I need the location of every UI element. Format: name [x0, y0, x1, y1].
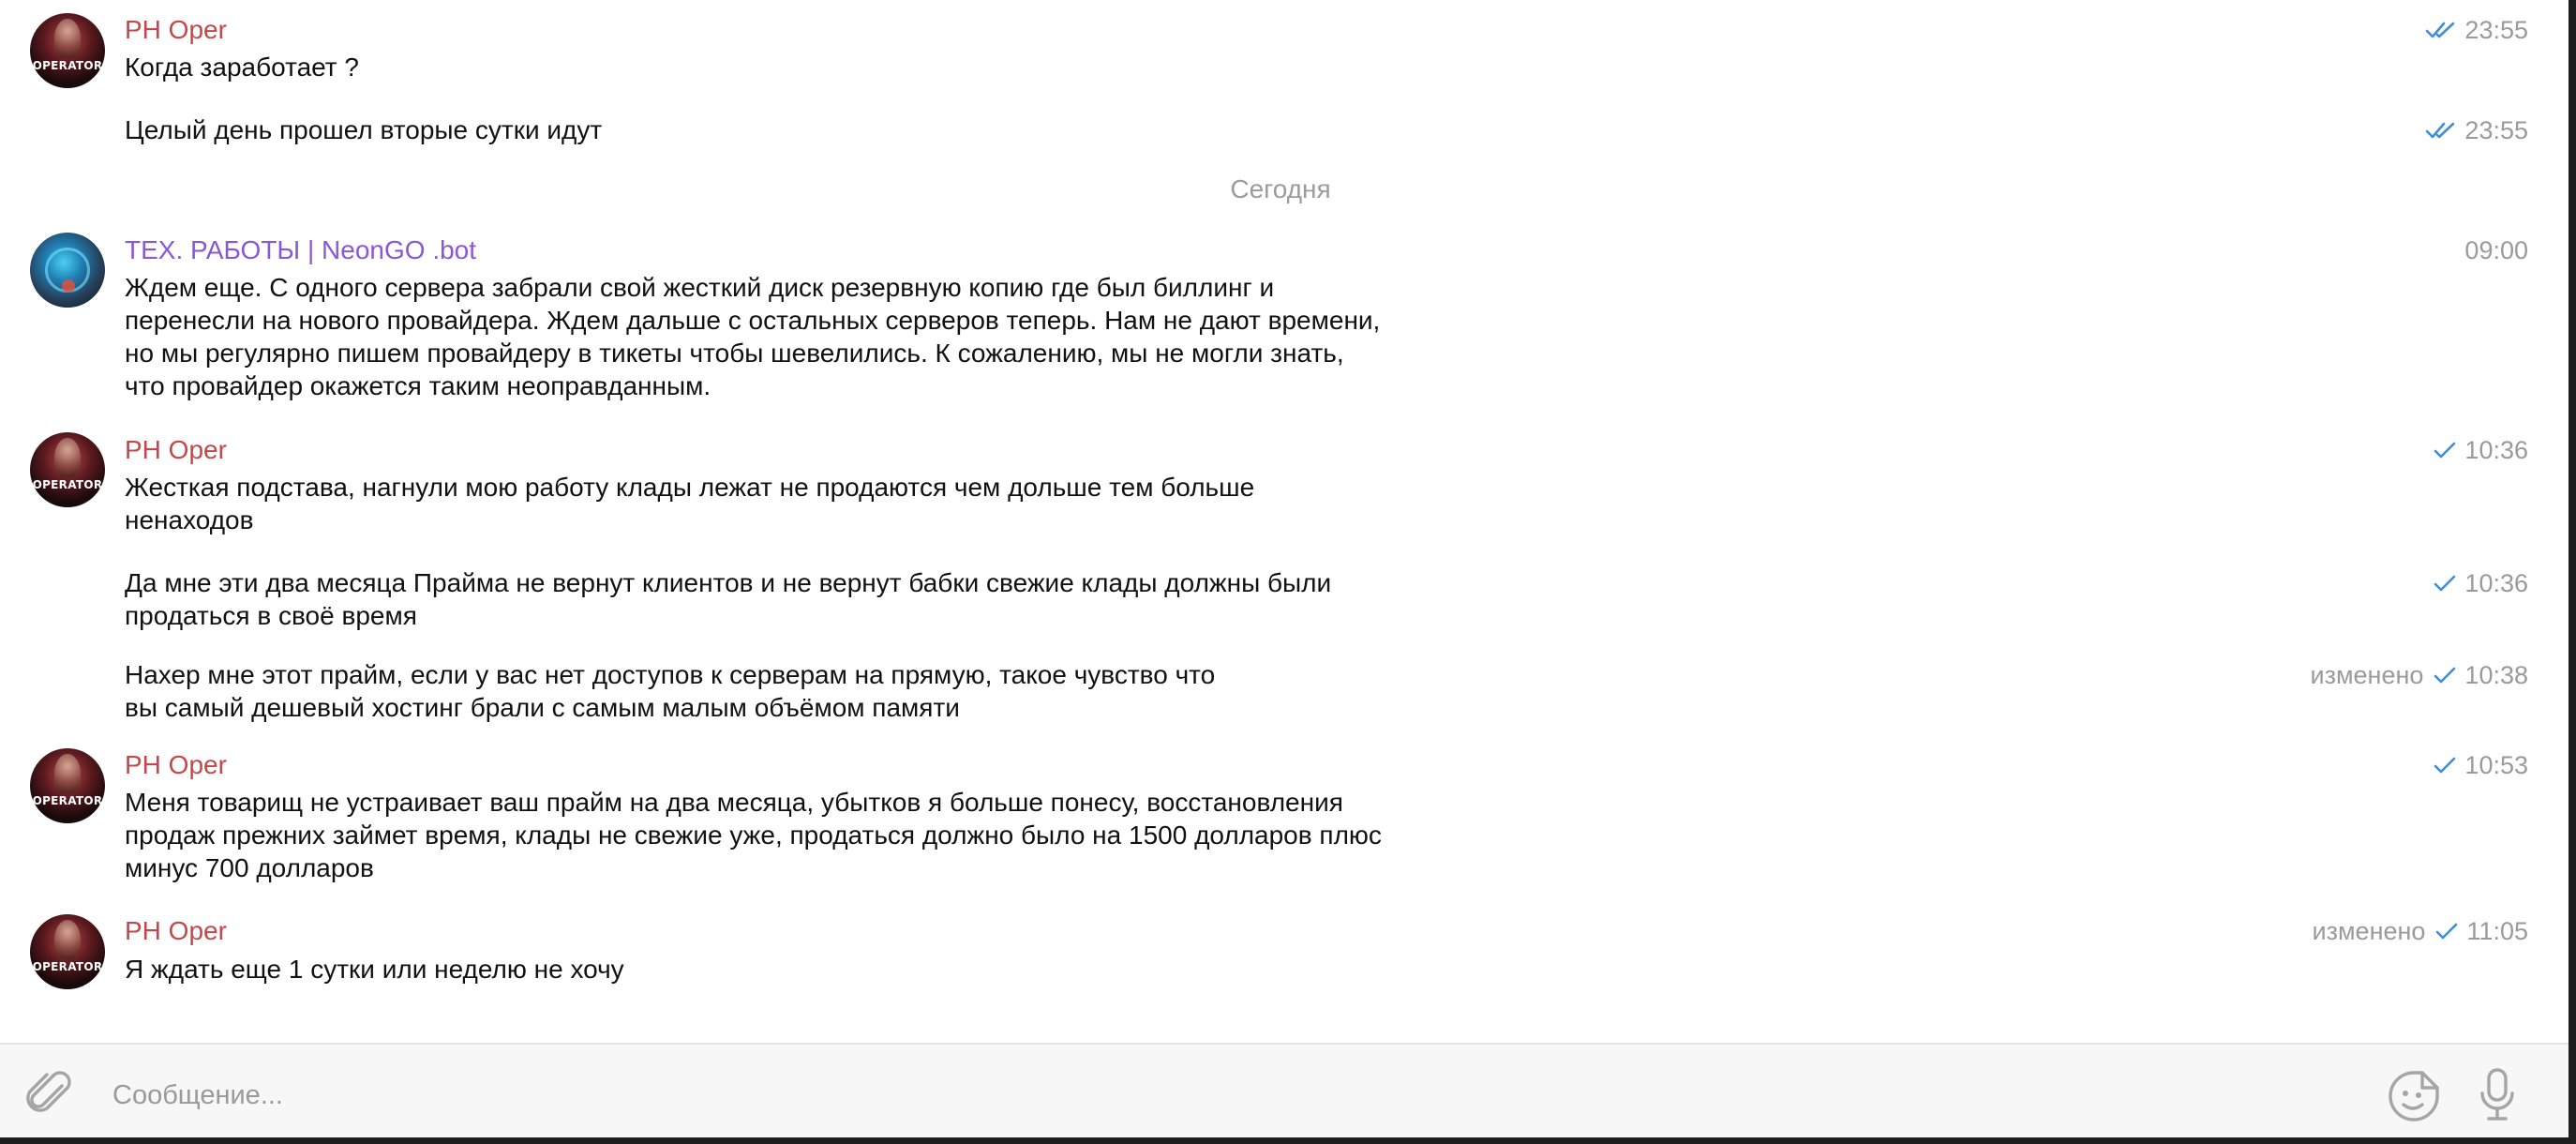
message-meta	[2464, 234, 2528, 266]
microphone-icon[interactable]	[2479, 1067, 2516, 1123]
sender-name[interactable]: ТЕХ. РАБОТЫ | NeonGO .bot	[125, 235, 477, 264]
window-edge	[2569, 0, 2576, 1144]
double-check-icon	[2425, 121, 2459, 140]
message-text: Меня товарищ не устраивает ваш прайм на два месяца, убытков я больше понесу, восстановления продаж прежних займет время, клады не свежие уже, продаться должно было на 1500 долларов плюс минус 700 долларов	[125, 788, 1382, 882]
message-text: Я ждать еще 1 сутки или неделю не хочу	[125, 955, 624, 984]
message-composer	[0, 1043, 2569, 1144]
message-meta	[2311, 659, 2528, 691]
check-icon	[2431, 756, 2459, 775]
check-icon	[2431, 666, 2459, 685]
avatar[interactable]	[30, 233, 105, 308]
sticker-icon[interactable]	[2387, 1069, 2441, 1123]
check-icon	[2431, 574, 2459, 593]
message-time: 10:36	[2464, 569, 2528, 597]
message-time: 11:05	[2466, 917, 2528, 945]
avatar-label: OPERATOR	[32, 960, 103, 973]
message-text: Ждем еще. С одного сервера забрали свой жесткий диск резервную копию где был биллинг и перенесли на нового провайдера. Ждем дальше с остальных серверов теперь. Нам не дают времени, но мы регулярно пишем провайдеру в тикеты чтобы шевелились. К сожалению, мы не могли знать, что провайдер окажется таким неоправданным.	[125, 273, 1381, 400]
message-meta	[2425, 14, 2528, 46]
message-meta	[2431, 434, 2528, 466]
message-meta	[2431, 749, 2528, 781]
avatar[interactable]	[30, 748, 105, 823]
check-icon	[2431, 441, 2459, 459]
message-text: Нахер мне этот прайм, если у вас нет доступов к серверам на прямую, такое чувство что вы самый дешевый хостинг брали с самым малым объёмом памяти	[125, 660, 1216, 722]
avatar[interactable]	[30, 13, 105, 88]
date-divider: Сегодня	[1230, 174, 1331, 203]
message-time: 10:38	[2464, 661, 2528, 689]
message-meta	[2313, 915, 2528, 947]
sender-name[interactable]: PH Oper	[125, 916, 227, 945]
message-text: Когда заработает ?	[125, 53, 359, 82]
message-time: 10:53	[2464, 751, 2528, 779]
edited-label: изменено	[2312, 917, 2426, 945]
message-time: 23:55	[2464, 16, 2528, 44]
avatar[interactable]	[30, 914, 105, 989]
window-edge-bottom	[0, 1137, 2576, 1144]
avatar-label: OPERATOR	[32, 59, 103, 72]
paperclip-icon[interactable]	[26, 1069, 75, 1121]
message-time: 10:36	[2464, 436, 2528, 464]
avatar[interactable]	[30, 432, 105, 507]
sender-name[interactable]: PH Oper	[125, 15, 227, 44]
check-icon	[2433, 922, 2461, 941]
double-check-icon	[2425, 21, 2459, 39]
message-time: 23:55	[2464, 116, 2528, 144]
sender-name[interactable]: PH Oper	[125, 750, 227, 779]
message-time: 09:00	[2464, 236, 2528, 264]
message-meta	[2425, 114, 2528, 146]
message-text: Целый день прошел вторые сутки идут	[125, 115, 603, 144]
edited-label: изменено	[2310, 661, 2424, 689]
avatar-label: OPERATOR	[32, 478, 103, 491]
message-text: Да мне эти два месяца Прайма не вернут клиентов и не вернут бабки свежие клады должны были продаться в своё время	[125, 568, 1332, 630]
avatar-label: OPERATOR	[32, 794, 103, 807]
sender-name[interactable]: PH Oper	[125, 435, 227, 464]
message-input[interactable]: Сообщение...	[112, 1080, 283, 1110]
message-meta	[2431, 567, 2528, 599]
message-text: Жесткая подстава, нагнули мою работу клады лежат не продаются чем дольше тем больше ненаходов	[125, 473, 1255, 534]
